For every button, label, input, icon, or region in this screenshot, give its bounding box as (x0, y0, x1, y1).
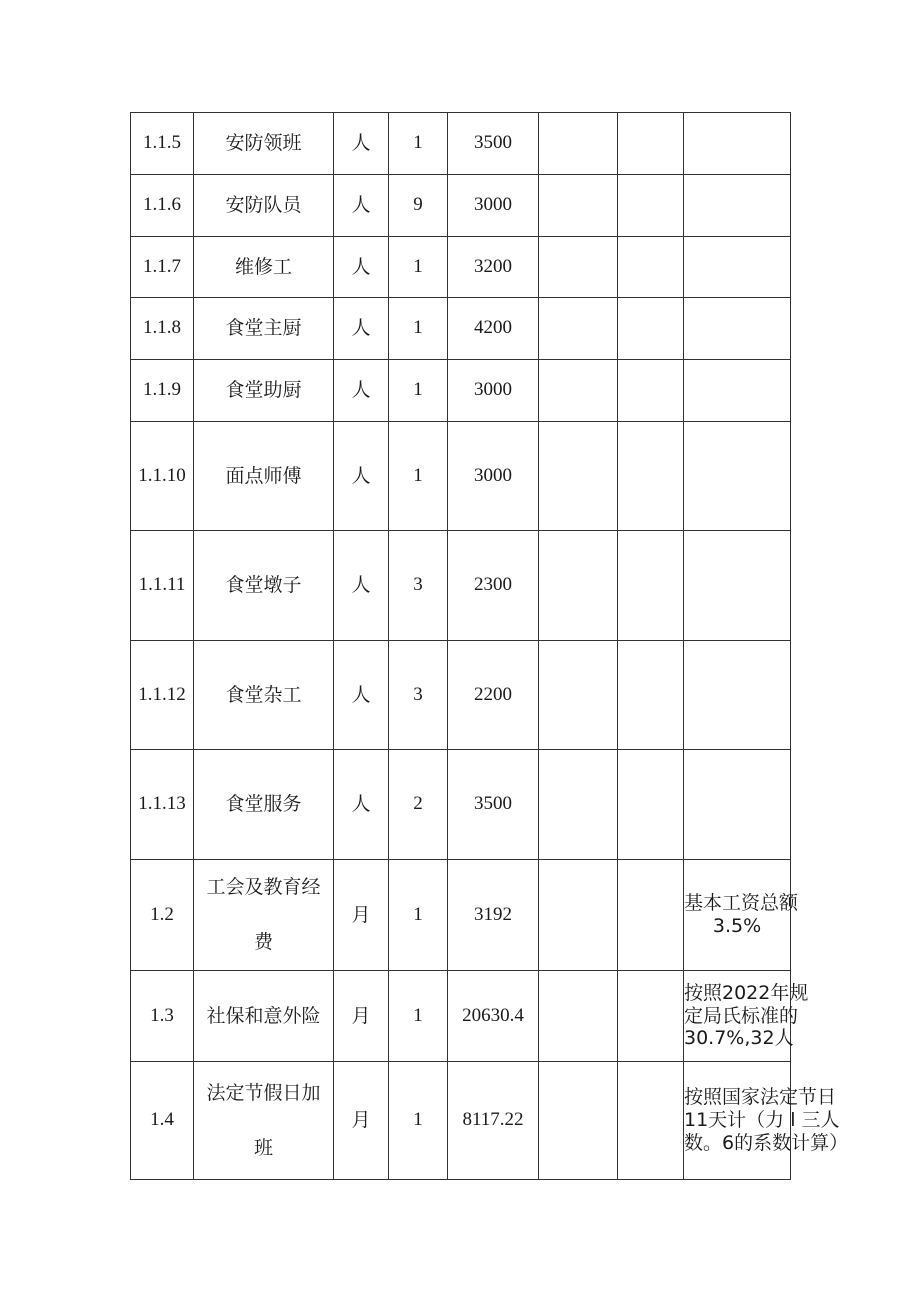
item-name: 面点师傅 (194, 422, 334, 531)
item-unit: 月 (334, 971, 389, 1062)
item-note (684, 298, 791, 360)
item-note (684, 641, 791, 750)
item-quantity: 3 (389, 531, 448, 641)
empty-cell (618, 531, 684, 641)
item-unit-price: 3500 (448, 113, 539, 175)
item-unit: 月 (334, 1062, 389, 1180)
item-note (684, 360, 791, 422)
item-quantity: 1 (389, 1062, 448, 1180)
item-name: 法定节假日加班 (194, 1062, 334, 1180)
item-unit-price: 3000 (448, 422, 539, 531)
item-name: 食堂墩子 (194, 531, 334, 641)
empty-cell (539, 422, 618, 531)
item-quantity: 3 (389, 641, 448, 750)
table-row (131, 422, 791, 531)
item-unit: 人 (334, 750, 389, 860)
item-unit-price: 2300 (448, 531, 539, 641)
note-line: 数。6的系数计算） (684, 1131, 849, 1154)
empty-cell (618, 860, 684, 971)
item-note (684, 531, 791, 641)
note-line: 11天计（力 l 三人 (684, 1109, 840, 1132)
item-unit: 人 (334, 360, 389, 422)
note-line: 按照国家法定节日 (684, 1086, 837, 1109)
empty-cell (539, 113, 618, 175)
empty-cell (539, 1062, 618, 1180)
item-note (684, 237, 791, 298)
empty-cell (618, 360, 684, 422)
note-line: 按照2022年规 (684, 981, 809, 1004)
item-name: 工会及教育经费 (194, 860, 334, 971)
empty-cell (539, 237, 618, 298)
item-quantity: 9 (389, 175, 448, 237)
item-quantity: 1 (389, 298, 448, 360)
table-row (131, 750, 791, 860)
item-code: 1.1.9 (131, 360, 194, 422)
item-quantity: 1 (389, 360, 448, 422)
item-quantity: 1 (389, 860, 448, 971)
item-quantity: 1 (389, 113, 448, 175)
item-code: 1.3 (131, 971, 194, 1062)
budget-table (130, 112, 849, 1180)
item-unit: 人 (334, 422, 389, 531)
item-code: 1.1.12 (131, 641, 194, 750)
empty-cell (618, 641, 684, 750)
item-quantity: 1 (389, 422, 448, 531)
table-row (131, 641, 791, 750)
item-code: 1.1.6 (131, 175, 194, 237)
item-note (684, 750, 791, 860)
item-note (684, 175, 791, 237)
item-note (684, 422, 791, 531)
item-code: 1.1.5 (131, 113, 194, 175)
empty-cell (539, 750, 618, 860)
item-name: 食堂杂工 (194, 641, 334, 750)
item-unit-price: 20630.4 (448, 971, 539, 1062)
item-name: 安防队员 (194, 175, 334, 237)
item-unit-price: 8117.22 (448, 1062, 539, 1180)
item-quantity: 2 (389, 750, 448, 860)
item-name: 维修工 (194, 237, 334, 298)
item-quantity: 1 (389, 971, 448, 1062)
table-row (131, 1062, 791, 1180)
item-unit: 人 (334, 641, 389, 750)
table-row (131, 237, 791, 298)
table-row (131, 971, 791, 1062)
item-note (684, 113, 791, 175)
item-quantity: 1 (389, 237, 448, 298)
item-name: 食堂主厨 (194, 298, 334, 360)
item-unit-price: 3500 (448, 750, 539, 860)
empty-cell (539, 531, 618, 641)
note-line: 基本工资总额 (684, 892, 799, 915)
note-line: 定局氏标准的 (684, 1004, 799, 1027)
empty-cell (618, 750, 684, 860)
item-unit: 人 (334, 298, 389, 360)
item-code: 1.1.13 (131, 750, 194, 860)
item-note (684, 860, 799, 971)
item-unit-price: 3200 (448, 237, 539, 298)
item-unit-price: 2200 (448, 641, 539, 750)
item-unit: 人 (334, 175, 389, 237)
table-row (131, 298, 791, 360)
item-unit: 月 (334, 860, 389, 971)
item-code: 1.1.7 (131, 237, 194, 298)
item-note (684, 1062, 849, 1180)
empty-cell (618, 1062, 684, 1180)
item-code: 1.2 (131, 860, 194, 971)
empty-cell (539, 360, 618, 422)
item-note (684, 971, 809, 1062)
empty-cell (539, 175, 618, 237)
table-row (131, 175, 791, 237)
empty-cell (618, 175, 684, 237)
empty-cell (618, 237, 684, 298)
table-row (131, 113, 791, 175)
table-row (131, 531, 791, 641)
item-code: 1.1.11 (131, 531, 194, 641)
item-name: 社保和意外险 (194, 971, 334, 1062)
item-unit-price: 3000 (448, 360, 539, 422)
item-unit-price: 3192 (448, 860, 539, 971)
item-name: 食堂服务 (194, 750, 334, 860)
item-code: 1.4 (131, 1062, 194, 1180)
item-unit: 人 (334, 113, 389, 175)
item-unit: 人 (334, 531, 389, 641)
empty-cell (539, 298, 618, 360)
empty-cell (618, 113, 684, 175)
empty-cell (539, 860, 618, 971)
note-line: 3.5% (712, 915, 762, 937)
empty-cell (539, 641, 618, 750)
item-name: 安防领班 (194, 113, 334, 175)
empty-cell (618, 971, 684, 1062)
item-name: 食堂助厨 (194, 360, 334, 422)
note-line: 30.7%,32人 (684, 1027, 794, 1050)
item-unit-price: 4200 (448, 298, 539, 360)
item-code: 1.1.8 (131, 298, 194, 360)
item-unit: 人 (334, 237, 389, 298)
table-row (131, 360, 791, 422)
empty-cell (618, 298, 684, 360)
item-unit-price: 3000 (448, 175, 539, 237)
empty-cell (539, 971, 618, 1062)
table-row (131, 860, 791, 971)
item-code: 1.1.10 (131, 422, 194, 531)
empty-cell (618, 422, 684, 531)
